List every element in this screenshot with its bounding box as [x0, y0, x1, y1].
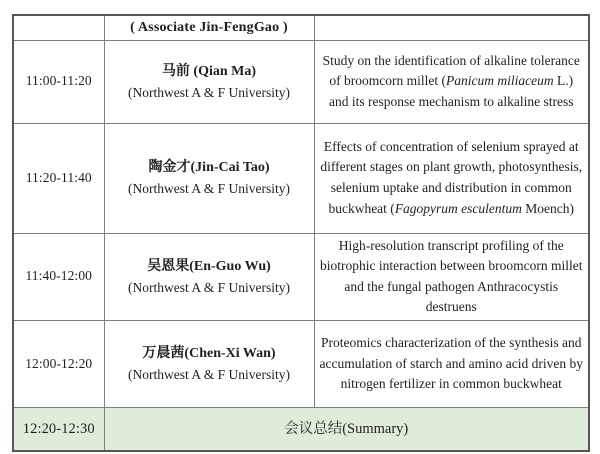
speaker-affiliation: (Northwest A & F University) [128, 181, 290, 196]
moderator-row-empty-left [13, 15, 104, 40]
summary-cell: 会议总结(Summary) [104, 407, 589, 451]
speaker-name: 陶金才(Jin-Cai Tao) [148, 160, 270, 175]
talk-title-cell: High-resolution transcript profiling of the biotrophic interaction between broomcorn millet and the fungal pathogen Anthracocystis destruens [314, 233, 589, 320]
moderator-row [13, 15, 589, 40]
schedule-table [12, 14, 590, 452]
moderator-row-empty-right [314, 15, 589, 40]
speaker-cell [104, 40, 314, 123]
time-cell: 11:00-11:20 [13, 40, 104, 123]
summary-row [13, 407, 589, 451]
session-row [13, 40, 589, 123]
speaker-affiliation: (Northwest A & F University) [128, 84, 290, 100]
time-cell: 11:20-11:40 [13, 123, 104, 233]
speaker-name: 马前 (Qian Ma) [161, 63, 257, 79]
speaker-name: 吴恩果(En-Guo Wu) [147, 258, 271, 274]
session-row [13, 320, 589, 407]
talk-title-cell: Study on the identification of alkaline tolerance of broomcorn millet (Panicum miliaceum L.) and its response mechanism to alkaline stress [314, 40, 589, 123]
moderator-label: ( Associate Jin-FengGao ) [130, 20, 288, 35]
speaker-cell [104, 123, 314, 233]
moderator-cell [104, 15, 314, 40]
session-row [13, 123, 589, 233]
time-cell: 12:00-12:20 [13, 320, 104, 407]
time-cell: 12:20-12:30 [13, 407, 104, 451]
speaker-name: 万晨茜(Chen-Xi Wan) [142, 345, 276, 361]
time-cell: 11:40-12:00 [13, 233, 104, 320]
talk-title-cell: Proteomics characterization of the synthesis and accumulation of starch and amino acid driven by nitrogen fertilizer in common buckwheat [314, 320, 589, 407]
speaker-cell [104, 320, 314, 407]
talk-title-cell: Effects of concentration of selenium sprayed at different stages on plant growth, photosynthesis, selenium uptake and distribution in common buckwheat (Fagopyrum esculentum Moench) [314, 123, 589, 233]
speaker-cell [104, 233, 314, 320]
speaker-affiliation: (Northwest A & F University) [128, 279, 290, 295]
session-row [13, 233, 589, 320]
speaker-affiliation: (Northwest A & F University) [128, 366, 290, 382]
